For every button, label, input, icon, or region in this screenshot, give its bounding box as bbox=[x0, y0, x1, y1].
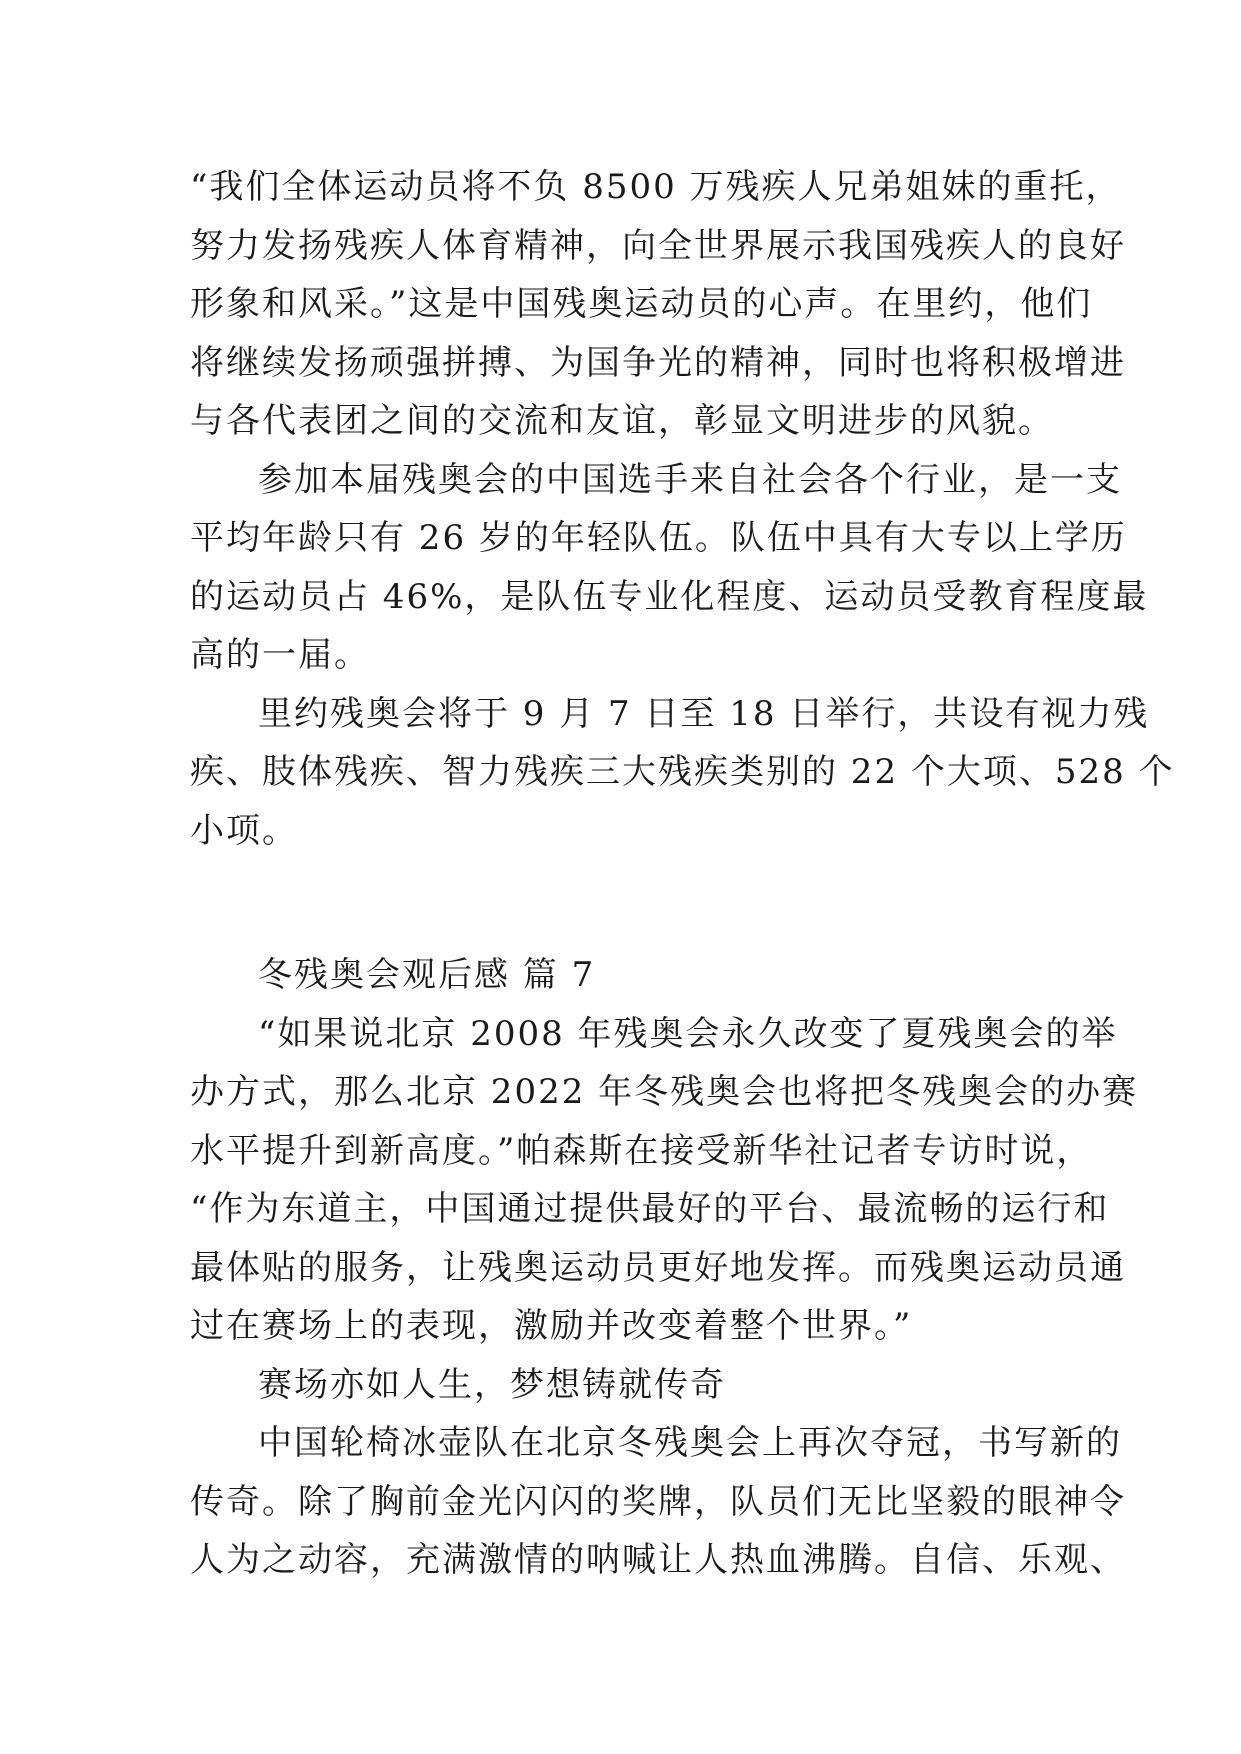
text-line: “我们全体运动员将不负 8500 万残疾人兄弟姐妹的重托， bbox=[190, 167, 1122, 207]
subheading-block bbox=[190, 1356, 1060, 1415]
text-line: 将继续发扬顽强拼搏、为国争光的精神，同时也将积极增进 bbox=[190, 342, 1126, 383]
text-line: 办方式，那么北京 2022 年冬残奥会也将把冬残奥会的办赛 bbox=[190, 1072, 1139, 1112]
text-line: 高的一届。 bbox=[190, 635, 370, 675]
paragraph-rio-schedule bbox=[190, 685, 1175, 861]
text-line: 最体贴的服务，让残奥运动员更好地发挥。而残奥运动员通 bbox=[190, 1247, 1126, 1288]
text-line: 形象和风采。”这是中国残奥运动员的心声。在里约，他们 bbox=[190, 284, 1093, 324]
paragraph-parsons-quote bbox=[190, 1005, 1139, 1356]
paragraph-athletes-pledge bbox=[190, 158, 1126, 451]
section-spacer bbox=[190, 860, 1060, 946]
text-line: 的运动员占 46%，是队伍专业化程度、运动员受教育程度最 bbox=[190, 576, 1149, 617]
paragraph-team-profile bbox=[190, 451, 1149, 685]
text-line: 参加本届残奥会的中国选手来自社会各个行业，是一支 bbox=[258, 459, 1122, 500]
text-line: 人为之动容，充满激情的呐喊让人热血沸腾。自信、乐观、 bbox=[190, 1540, 1126, 1580]
document-page bbox=[190, 158, 1175, 1590]
text-line: 里约残奥会将于 9 月 7 日至 18 日举行，共设有视力残 bbox=[258, 693, 1150, 734]
text-line: 努力发扬残疾人体育精神，向全世界展示我国残疾人的良好 bbox=[190, 225, 1126, 266]
text-line: 传奇。除了胸前金光闪闪的奖牌，队员们无比坚毅的眼神令 bbox=[190, 1481, 1126, 1522]
text-line: 中国轮椅冰壶队在北京冬残奥会上再次夺冠，书写新的 bbox=[258, 1423, 1122, 1463]
subheading: 赛场亦如人生，梦想铸就传奇 bbox=[258, 1364, 726, 1405]
text-line: “作为东道主，中国通过提供最好的平台、最流畅的运行和 bbox=[190, 1189, 1110, 1229]
text-line: 水平提升到新高度。”帕森斯在接受新华社记者专访时说， bbox=[190, 1130, 1093, 1171]
text-line: 疾、肢体残疾、智力残疾三大残疾类别的 22 个大项、528 个 bbox=[190, 752, 1175, 792]
text-line: 平均年龄只有 26 岁的年轻队伍。队伍中具有大专以上学历 bbox=[190, 518, 1127, 558]
section-heading: 冬残奥会观后感 篇 7 bbox=[258, 955, 596, 995]
text-line: “如果说北京 2008 年残奥会永久改变了夏残奥会的举 bbox=[258, 1013, 1118, 1054]
text-line: 小项。 bbox=[190, 810, 298, 851]
paragraph-wheelchair-curling bbox=[190, 1414, 1126, 1590]
text-line: 与各代表团之间的交流和友谊，彰显文明进步的风貌。 bbox=[190, 401, 1054, 441]
text-line: 过在赛场上的表现，激励并改变着整个世界。” bbox=[190, 1306, 913, 1346]
section-title bbox=[190, 946, 1060, 1005]
